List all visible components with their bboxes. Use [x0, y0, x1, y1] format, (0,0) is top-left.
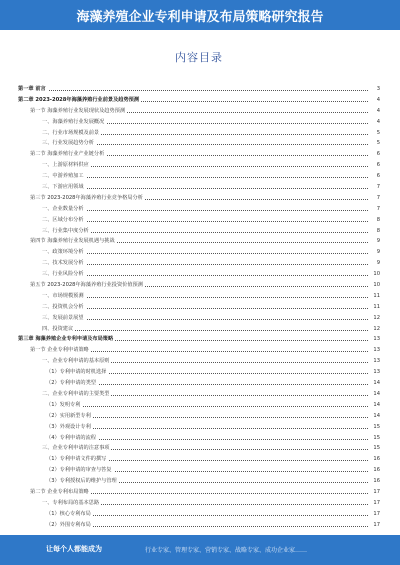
toc-entry[interactable]: [18, 411, 380, 422]
toc-entry-page: 13: [371, 356, 380, 367]
toc-entry-page: 17: [371, 520, 380, 531]
toc-entry-text: 三、企业专利申请的注意事项: [42, 443, 111, 454]
toc-entry-text: （3）专利授权后的维护与管理: [46, 476, 119, 487]
toc-entry-page: 15: [371, 433, 380, 444]
toc-entry[interactable]: [18, 160, 380, 171]
dot-leader: [42, 297, 368, 298]
toc-entry-page: 3: [375, 84, 380, 95]
toc-entry[interactable]: [18, 389, 380, 400]
toc-entry[interactable]: [18, 443, 380, 454]
toc-entry-text: 第二节 海藻养殖行业产业链分析: [30, 149, 106, 160]
toc-entry[interactable]: [18, 302, 380, 313]
toc-entry-page: 15: [371, 443, 380, 454]
toc-entry[interactable]: [18, 236, 380, 247]
toc-entry-page: 17: [371, 498, 380, 509]
dot-leader: [42, 253, 368, 254]
toc-entry-text: 一、市场规模预测: [42, 291, 86, 302]
document-page: [18, 42, 380, 530]
toc-entry[interactable]: [18, 84, 380, 95]
toc-entry-text: 三、行业风险分析: [42, 269, 86, 280]
toc-entry-page: 7: [375, 182, 380, 193]
toc-entry-page: 9: [375, 236, 380, 247]
footer-slogan: 让每个人都能成为: [46, 545, 102, 553]
toc-entry-text: 三、行业集中度分析: [42, 226, 91, 237]
toc-entry[interactable]: [18, 422, 380, 433]
toc-entry[interactable]: [18, 400, 380, 411]
toc-entry-page: 8: [375, 215, 380, 226]
toc-entry-text: 二、区域分布分析: [42, 215, 86, 226]
toc-entry-text: （4）专利申请的流程: [46, 433, 98, 444]
toc-entry-page: 11: [371, 291, 380, 302]
toc-entry-page: 5: [375, 138, 380, 149]
toc-entry-page: 10: [371, 280, 380, 291]
toc-entry[interactable]: [18, 269, 380, 280]
table-of-contents: [18, 84, 380, 531]
header-banner: [0, 0, 400, 30]
toc-entry-text: 第一章 前言: [18, 84, 48, 95]
toc-entry-text: 第三章 海藻养殖企业专利申请及布局策略: [18, 334, 115, 345]
toc-entry-page: 6: [375, 160, 380, 171]
dot-leader: [42, 166, 368, 167]
toc-entry-text: （1）专利申请文件的撰写: [46, 454, 108, 465]
dot-leader: [46, 406, 368, 407]
toc-entry-text: 第二章 2023-2028年海藻养殖行业前景及趋势预测: [18, 95, 141, 106]
toc-entry-page: 4: [375, 117, 380, 128]
toc-entry-page: 6: [375, 149, 380, 160]
toc-entry-page: 12: [371, 324, 380, 335]
toc-entry-page: 13: [371, 334, 380, 345]
dot-leader: [46, 417, 368, 418]
toc-entry[interactable]: [18, 465, 380, 476]
toc-entry[interactable]: [18, 291, 380, 302]
toc-entry-page: 10: [371, 269, 380, 280]
toc-entry[interactable]: [18, 128, 380, 139]
toc-entry-text: 第一节 企业专利申请策略: [30, 345, 91, 356]
dot-leader: [46, 526, 368, 527]
toc-entry-text: 二、投资机会分析: [42, 302, 86, 313]
toc-entry-page: 6: [375, 171, 380, 182]
toc-entry-page: 13: [371, 345, 380, 356]
toc-entry-text: （1）专利申请的时机选择: [46, 367, 108, 378]
toc-entry-page: 4: [375, 95, 380, 106]
toc-entry[interactable]: [18, 280, 380, 291]
toc-entry-text: （2）外围专利布局: [46, 520, 93, 531]
toc-entry[interactable]: [18, 345, 380, 356]
toc-entry[interactable]: [18, 182, 380, 193]
toc-entry-page: 14: [371, 389, 380, 400]
dot-leader: [42, 210, 368, 211]
dot-leader: [42, 188, 368, 189]
toc-entry[interactable]: [18, 138, 380, 149]
toc-entry-page: 7: [375, 193, 380, 204]
toc-entry-text: （1）核心专利布局: [46, 509, 93, 520]
dot-leader: [42, 264, 368, 265]
toc-entry[interactable]: [18, 117, 380, 128]
toc-entry[interactable]: [18, 476, 380, 487]
toc-entry[interactable]: [18, 454, 380, 465]
toc-entry-page: 16: [371, 465, 380, 476]
toc-entry-text: 一、海藻养殖行业发展概况: [42, 117, 106, 128]
toc-entry-page: 7: [375, 204, 380, 215]
toc-entry-text: （3）外观设计专利: [46, 422, 93, 433]
report-title: 海藻养殖企业专利申请及布局策略研究报告: [76, 10, 324, 25]
toc-entry[interactable]: [18, 520, 380, 531]
toc-entry-text: （2）专利申请的审查与答复: [46, 465, 114, 476]
toc-entry[interactable]: [18, 334, 380, 345]
toc-entry-page: 12: [371, 313, 380, 324]
toc-entry-page: 14: [371, 400, 380, 411]
toc-entry-text: 第一节 海藻养殖行业发展现状及趋势预测: [30, 106, 127, 117]
toc-entry-text: 二、企业专利申请的主要类型: [42, 389, 111, 400]
toc-entry-text: 四、投资建议: [42, 324, 75, 335]
toc-entry-page: 13: [371, 367, 380, 378]
dot-leader: [42, 221, 368, 222]
toc-entry[interactable]: [18, 106, 380, 117]
toc-entry[interactable]: [18, 247, 380, 258]
toc-entry-text: 第三节 2023-2028年海藻养殖行业竞争格局分析: [30, 193, 145, 204]
toc-entry[interactable]: [18, 356, 380, 367]
toc-entry[interactable]: [18, 171, 380, 182]
toc-entry-text: （1）发明专利: [46, 400, 82, 411]
toc-entry[interactable]: [18, 487, 380, 498]
dot-leader: [46, 515, 368, 516]
toc-entry-page: 4: [375, 106, 380, 117]
toc-entry[interactable]: [18, 378, 380, 389]
toc-entry[interactable]: [18, 95, 380, 106]
toc-entry-page: 17: [371, 509, 380, 520]
toc-entry[interactable]: [18, 193, 380, 204]
toc-entry[interactable]: [18, 324, 380, 335]
toc-entry[interactable]: [18, 367, 380, 378]
toc-entry-text: 二、中游养殖加工: [42, 171, 86, 182]
toc-entry-page: 16: [371, 476, 380, 487]
dot-leader: [42, 232, 368, 233]
footer-banner: [0, 535, 400, 565]
toc-entry-page: 5: [375, 128, 380, 139]
toc-entry-page: 14: [371, 411, 380, 422]
toc-entry-text: 第五节 2023-2028年海藻养殖行业投资价值预测: [30, 280, 145, 291]
toc-entry-page: 14: [371, 378, 380, 389]
toc-entry-text: 二、行业市场规模及前景: [42, 128, 101, 139]
toc-entry-text: 一、政策环境分析: [42, 247, 86, 258]
toc-entry[interactable]: [18, 433, 380, 444]
toc-entry-text: 第四节 海藻养殖行业发展机遇与挑战: [30, 236, 117, 247]
dot-leader: [42, 275, 368, 276]
toc-entry[interactable]: [18, 226, 380, 237]
toc-entry-page: 8: [375, 226, 380, 237]
toc-entry-text: 一、企业数量分析: [42, 204, 86, 215]
toc-entry-text: （2）专利申请的类型: [46, 378, 98, 389]
toc-entry-text: 三、行业发展趋势分析: [42, 138, 96, 149]
toc-entry[interactable]: [18, 498, 380, 509]
dot-leader: [42, 308, 368, 309]
dot-leader: [18, 90, 368, 91]
footer-tagline: 行业专家、管理专家、营销专家、战略专家、成功企业家……: [145, 547, 308, 554]
toc-entry-page: 15: [371, 422, 380, 433]
toc-entry-text: 三、下游应用领域: [42, 182, 86, 193]
dot-leader: [42, 330, 368, 331]
toc-entry-text: 一、专利布局的基本思路: [42, 498, 101, 509]
dot-leader: [42, 177, 368, 178]
toc-entry-page: 17: [371, 487, 380, 498]
toc-entry[interactable]: [18, 258, 380, 269]
toc-entry-page: 9: [375, 258, 380, 269]
toc-entry-text: 第二节 企业专利布局策略: [30, 487, 91, 498]
toc-heading: 内容目录: [175, 51, 223, 64]
toc-entry-text: 三、发展前景展望: [42, 313, 86, 324]
dot-leader: [42, 319, 368, 320]
toc-entry-page: 9: [375, 247, 380, 258]
toc-entry[interactable]: [18, 149, 380, 160]
toc-entry[interactable]: [18, 204, 380, 215]
toc-entry-page: 16: [371, 454, 380, 465]
toc-entry-text: （2）实用新型专利: [46, 411, 93, 422]
toc-entry[interactable]: [18, 215, 380, 226]
toc-entry-text: 一、上游原材料供应: [42, 160, 91, 171]
toc-entry-page: 11: [371, 302, 380, 313]
toc-entry[interactable]: [18, 509, 380, 520]
dot-leader: [46, 428, 368, 429]
toc-entry-text: 一、企业专利申请的基本原则: [42, 356, 111, 367]
toc-entry[interactable]: [18, 313, 380, 324]
toc-entry-text: 二、技术发展分析: [42, 258, 86, 269]
